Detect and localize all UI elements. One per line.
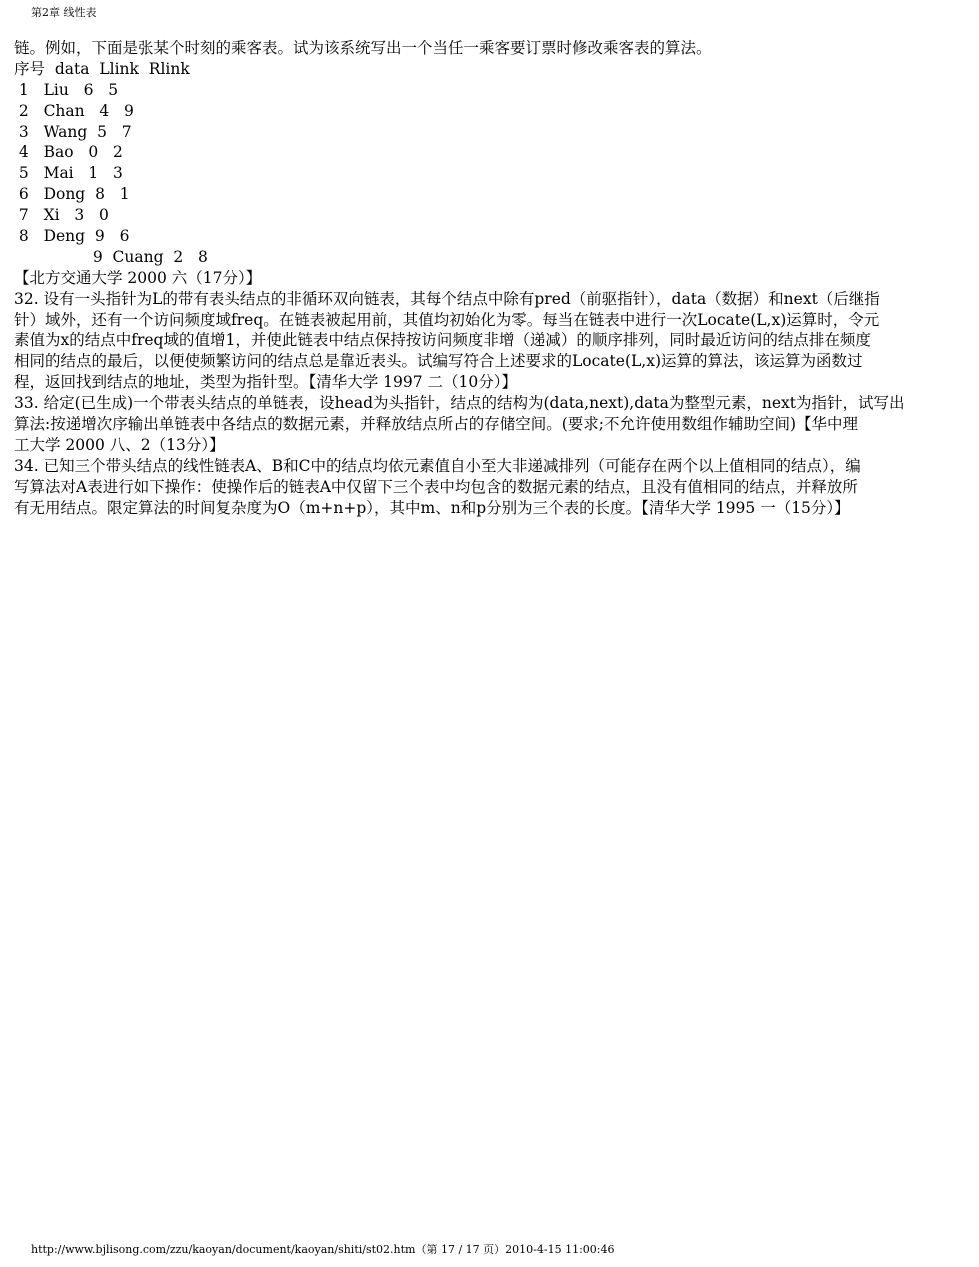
source-citation: 【北方交通大学 2000 六（17分）】 xyxy=(14,268,262,287)
question-line: 34. 已知三个带头结点的线性链表A、B和C中的结点均依元素值自小至大非递减排列（可能存在两个以上值相同的结点），编 xyxy=(14,456,861,475)
table-row: 6 Dong 8 1 xyxy=(14,185,130,204)
question-line: 针）域外，还有一个访问频度域freq。在链表被起用前，其值均初始化为零。每当在链表中进行一次Locate(L,x)运算时，令元 xyxy=(14,310,880,329)
table-header: 序号 data Llink Rlink xyxy=(14,59,190,78)
document-body xyxy=(14,38,968,518)
table-row: 7 Xi 3 0 xyxy=(14,206,109,225)
question-line: 32. 设有一头指针为L的带有表头结点的非循环双向链表，其每个结点中除有pred（前驱指针），data（数据）和next（后继指 xyxy=(14,289,880,308)
question-line: 程，返回找到结点的地址，类型为指针型。【清华大学 1997 二（10分）】 xyxy=(14,373,518,392)
question-line: 写算法对A表进行如下操作：使操作后的链表A中仅留下三个表中均包含的数据元素的结点，且没有值相同的结点，并释放所 xyxy=(14,477,858,496)
table-row: 5 Mai 1 3 xyxy=(14,164,123,183)
question-34 xyxy=(14,456,968,519)
page-footer-url: http://www.bjlisong.com/zzu/kaoyan/document/kaoyan/shiti/st02.htm（第 17 / 17 页）2010-4-15 11:00:46 xyxy=(31,1243,615,1256)
question-line: 有无用结点。限定算法的时间复杂度为O（m+n+p），其中m、n和p分别为三个表的长度。【清华大学 1995 一（15分）】 xyxy=(14,498,850,517)
table-row: 4 Bao 0 2 xyxy=(14,143,123,162)
question-line: 33. 给定(已生成)一个带表头结点的单链表，设head为头指针，结点的结构为(data,next),data为整型元素，next为指针，试写出 xyxy=(14,394,905,413)
intro-line: 链。例如，下面是张某个时刻的乘客表。试为该系统写出一个当任一乘客要订票时修改乘客表的算法。 xyxy=(14,39,712,57)
question-line: 工大学 2000 八、2（13分）】 xyxy=(14,435,225,454)
table-row: 1 Liu 6 5 xyxy=(14,80,119,99)
table-row: 9 Cuang 2 8 xyxy=(14,247,208,266)
passenger-table xyxy=(14,59,968,268)
table-row: 3 Wang 5 7 xyxy=(14,122,132,141)
table-row: 2 Chan 4 9 xyxy=(14,101,134,120)
question-line: 素值为x的结点中freq域的值增1，并使此链表中结点保持按访问频度非增（递减）的顺序排列，同时最近访问的结点排在频度 xyxy=(14,331,871,350)
table-row: 8 Deng 9 6 xyxy=(14,227,130,246)
question-32 xyxy=(14,289,968,393)
question-33 xyxy=(14,393,968,456)
question-line: 算法:按递增次序输出单链表中各结点的数据元素，并释放结点所占的存储空间。(要求;不允许使用数组作辅助空间)【华中理 xyxy=(14,415,859,434)
question-line: 相同的结点的最后，以便使频繁访问的结点总是靠近表头。试编写符合上述要求的Locate(L,x)运算的算法，该运算为函数过 xyxy=(14,352,863,371)
page-header-chapter: 第2章 线性表 xyxy=(31,6,97,19)
